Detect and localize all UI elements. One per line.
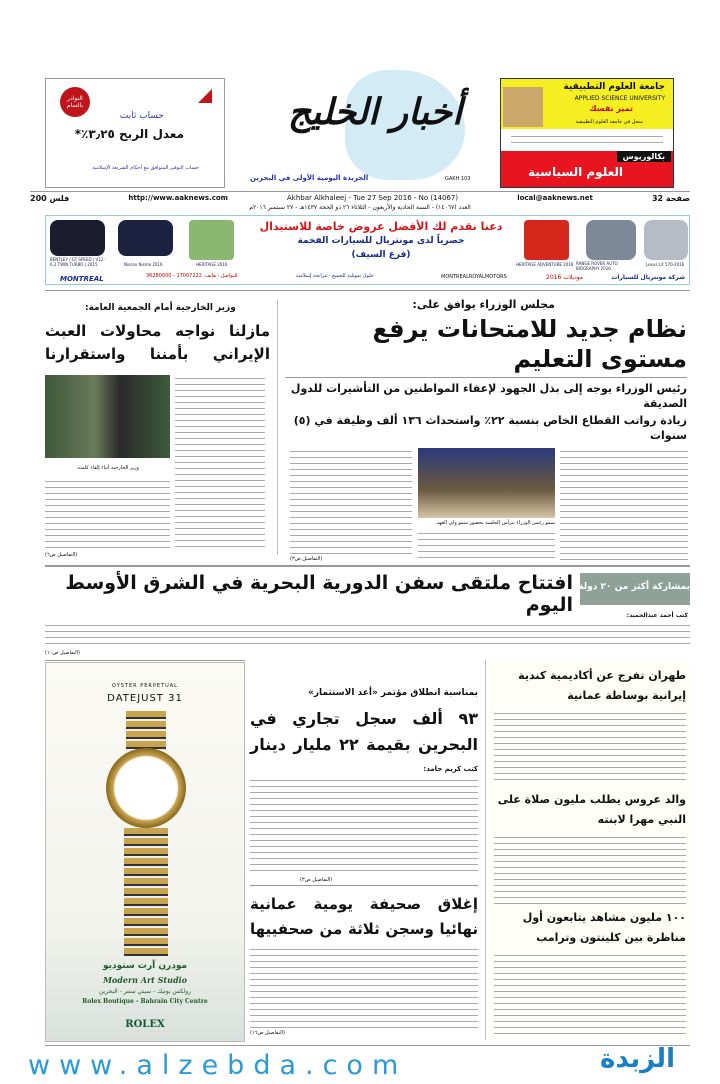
- fm-more-link[interactable]: (التفاصيل ص٦): [45, 552, 78, 558]
- lead-photo-caption: سمو رئيس الوزراء يترأس الجلسة بحضور سمو ولي العهد.: [435, 520, 555, 526]
- oman-body-text: [250, 946, 478, 1028]
- lead-subheadline: زيادة رواتب القطاع الخاص بنسبة ٢٢٪ واستحداث ١٣٦ ألف وظيفة في (٥) سنوات: [293, 414, 687, 442]
- briefs-column: [490, 662, 690, 1040]
- car-image: [524, 220, 569, 260]
- masthead: [250, 62, 500, 187]
- car-label: Nissan Nismo 2016: [124, 262, 163, 267]
- dateline: [30, 193, 690, 213]
- ad-seal: النوادر بالتمام: [60, 87, 90, 117]
- website-link[interactable]: http://www.aaknews.com: [128, 194, 228, 202]
- car-label: Lexus LX 570-2016: [646, 262, 685, 267]
- naval-more-link[interactable]: (التفاصيل ص١٠): [45, 650, 80, 656]
- car-image: [118, 220, 173, 256]
- location-en: Rolex Boutique - Bahrain City Centre: [82, 998, 208, 1005]
- car-label: HERITAGE ADVENTURE 2016: [516, 262, 574, 267]
- trade-more-link[interactable]: (التفاصيل ص٣): [300, 877, 333, 883]
- fm-body-text: [45, 478, 170, 548]
- car-image: [189, 220, 234, 260]
- car-ad-year: موديلات 2016: [546, 274, 584, 281]
- masthead-title: أخبار الخليج: [287, 92, 463, 133]
- car-ad-phone: للتواصل - هاتف: 17007222 - 36280000: [146, 273, 238, 279]
- lead-subheadline: رئيس الوزراء يوجه إلى بذل الجهود لإعفاء المواطنين من التأشيرات للدول الصديقة: [290, 382, 687, 410]
- brief-headline[interactable]: طهران تفرج عن أكاديمية كندية إيرانية بوساطة عمانية: [518, 669, 686, 702]
- oman-headline[interactable]: إغلاق صحيفة يومية عمانية نهائيا وسجن ثلاثة من صحفييها: [250, 895, 478, 938]
- watermark-url: www.alzebda.com: [28, 1050, 408, 1081]
- degree: بكالوريوس: [617, 151, 671, 162]
- car-ad[interactable]: [45, 215, 690, 285]
- issue-en: Akhbar Alkhaleej - Tue 27 Sep 2016 - No (14067): [287, 194, 459, 202]
- montreal-logo: MONTREAL: [60, 275, 104, 283]
- alzebda-logo: الزبدة: [600, 1044, 675, 1074]
- masthead-tagline: الجريدة اليومية الأولى في البحرين: [250, 174, 369, 182]
- naval-body-text: [45, 622, 690, 648]
- car-ad-line3: (فرع السيف): [351, 250, 411, 260]
- ad-account: حساب ثابت: [119, 111, 164, 121]
- issue-ar: العدد (١٤٠٦٧) - السنة الحادية والأربعون - الثلاثاء ٢٦ ذو الحجة ١٤٣٧هـ - ٢٧ سبتمبر ٢٠١٦م: [249, 204, 471, 211]
- lead-body-text: [418, 530, 555, 560]
- studio-name-ar: مودرن آرت ستوديو: [102, 961, 188, 971]
- trade-body-text: [250, 777, 478, 875]
- lead-headline[interactable]: نظام جديد للامتحانات يرفع مستوى التعليم: [372, 315, 687, 373]
- bank-logo-icon: [198, 89, 212, 103]
- car-ad-headline: دعنا نقدم لك الأفضل عروض خاصة للاستبدال: [259, 220, 503, 233]
- ad-note: حساب التوفير المتوافق مع أحكام الشريعة الإسلامية: [92, 165, 199, 171]
- masthead-code: GAKH 103: [445, 176, 471, 182]
- rolex-series: OYSTER PERPETUAL: [112, 683, 178, 689]
- university-ad[interactable]: [500, 78, 674, 188]
- price: 200 فلس: [30, 193, 70, 203]
- brief-headline[interactable]: والد عروس يطلب مليون صلاة على النبي مهرا لابنته: [497, 793, 686, 826]
- car-ad-finance: حلول تمويلية للجميع - مرابحة إسلامية: [296, 273, 374, 279]
- trade-byline: كتب كريم حامد:: [423, 765, 478, 773]
- lead-photo: [418, 448, 555, 518]
- program: العلوم السياسية: [528, 165, 623, 179]
- fm-headline[interactable]: مازلنا نواجه محاولات العبث الإيراني بأمننا واستقرارنا: [45, 322, 270, 363]
- lead-body-text: [290, 448, 412, 554]
- lead-kicker: مجلس الوزراء يوافق على:: [412, 298, 555, 311]
- car-label: BENTLEY / GT SPEED | V12 - 6.2 TWIN TURBO | 2015: [50, 257, 106, 267]
- subslogan: سجل في جامعة العلوم التطبيقية: [575, 119, 643, 125]
- watch-bracelet: [126, 711, 166, 751]
- campus-image: [503, 87, 543, 127]
- watch-bracelet: [124, 828, 168, 956]
- car-label: HERITAGE 2016: [196, 262, 228, 267]
- lead-body-text: [560, 448, 688, 560]
- location-ar: رولكس بوتيك - سيتي سنتر - البحرين: [98, 988, 191, 995]
- naval-headline[interactable]: افتتاح ملتقى سفن الدورية البحرية في الشرق الأوسط اليوم: [65, 572, 573, 616]
- car-ad-brand: MONTREALROYALMOTORS: [441, 274, 507, 280]
- watch-image: [106, 748, 186, 828]
- trade-kicker: بمناسبة انطلاق مؤتمر «أعد الاستثمار»: [308, 688, 478, 698]
- trade-headline[interactable]: ٩٣ ألف سجل تجاري في البحرين بقيمة ٢٢ مليار دينار: [250, 709, 478, 754]
- page-count: 32 صفحة: [651, 193, 690, 203]
- email-link[interactable]: local@aaknews.net: [517, 194, 593, 202]
- car-image: [644, 220, 688, 260]
- car-label: RANGE ROVER AUTO BIOGRAPHY 2016: [576, 261, 618, 271]
- rolex-ad[interactable]: [45, 662, 245, 1042]
- slogan: تميز نفسك: [589, 104, 633, 113]
- car-image: [586, 220, 636, 260]
- studio-name-en: Modern Art Studio: [103, 975, 187, 985]
- brief-headline[interactable]: ١٠٠ مليون مشاهد يتابعون أول مناظرة بين كلينتون وترامب: [522, 911, 686, 944]
- bank-ad[interactable]: [45, 78, 225, 188]
- ad-rate: معدل الربح ٣٫٢٥٪*: [74, 127, 184, 141]
- rolex-logo: ROLEX: [125, 1019, 165, 1030]
- fm-kicker: وزير الخارجية أمام الجمعية العامة:: [85, 303, 236, 313]
- lead-more-link[interactable]: (التفاصيل ص٣): [290, 556, 323, 562]
- fm-body-text: [175, 375, 265, 548]
- oman-more-link[interactable]: (التفاصيل ص١٦): [250, 1030, 285, 1036]
- fm-photo-caption: وزير الخارجية أثناء إلقاء كلمته.: [76, 465, 139, 471]
- naval-byline: كتب أحمد عبدالحميد:: [626, 612, 688, 619]
- car-image: [50, 220, 105, 256]
- university-name: جامعة العلوم التطبيقية: [563, 82, 665, 92]
- naval-tag: بمشاركة أكثر من ٢٠ دولة: [580, 573, 690, 605]
- fm-photo: [45, 375, 170, 458]
- rolex-model: DATEJUST 31: [107, 693, 183, 704]
- car-ad-company: شركة مونتريال للسيارات: [611, 274, 685, 281]
- car-ad-line2: حصرياً لدى مونتريال للسيارات الفخمة: [297, 236, 465, 246]
- university-name-en: APPLIED SCIENCE UNIVERSITY: [574, 95, 665, 102]
